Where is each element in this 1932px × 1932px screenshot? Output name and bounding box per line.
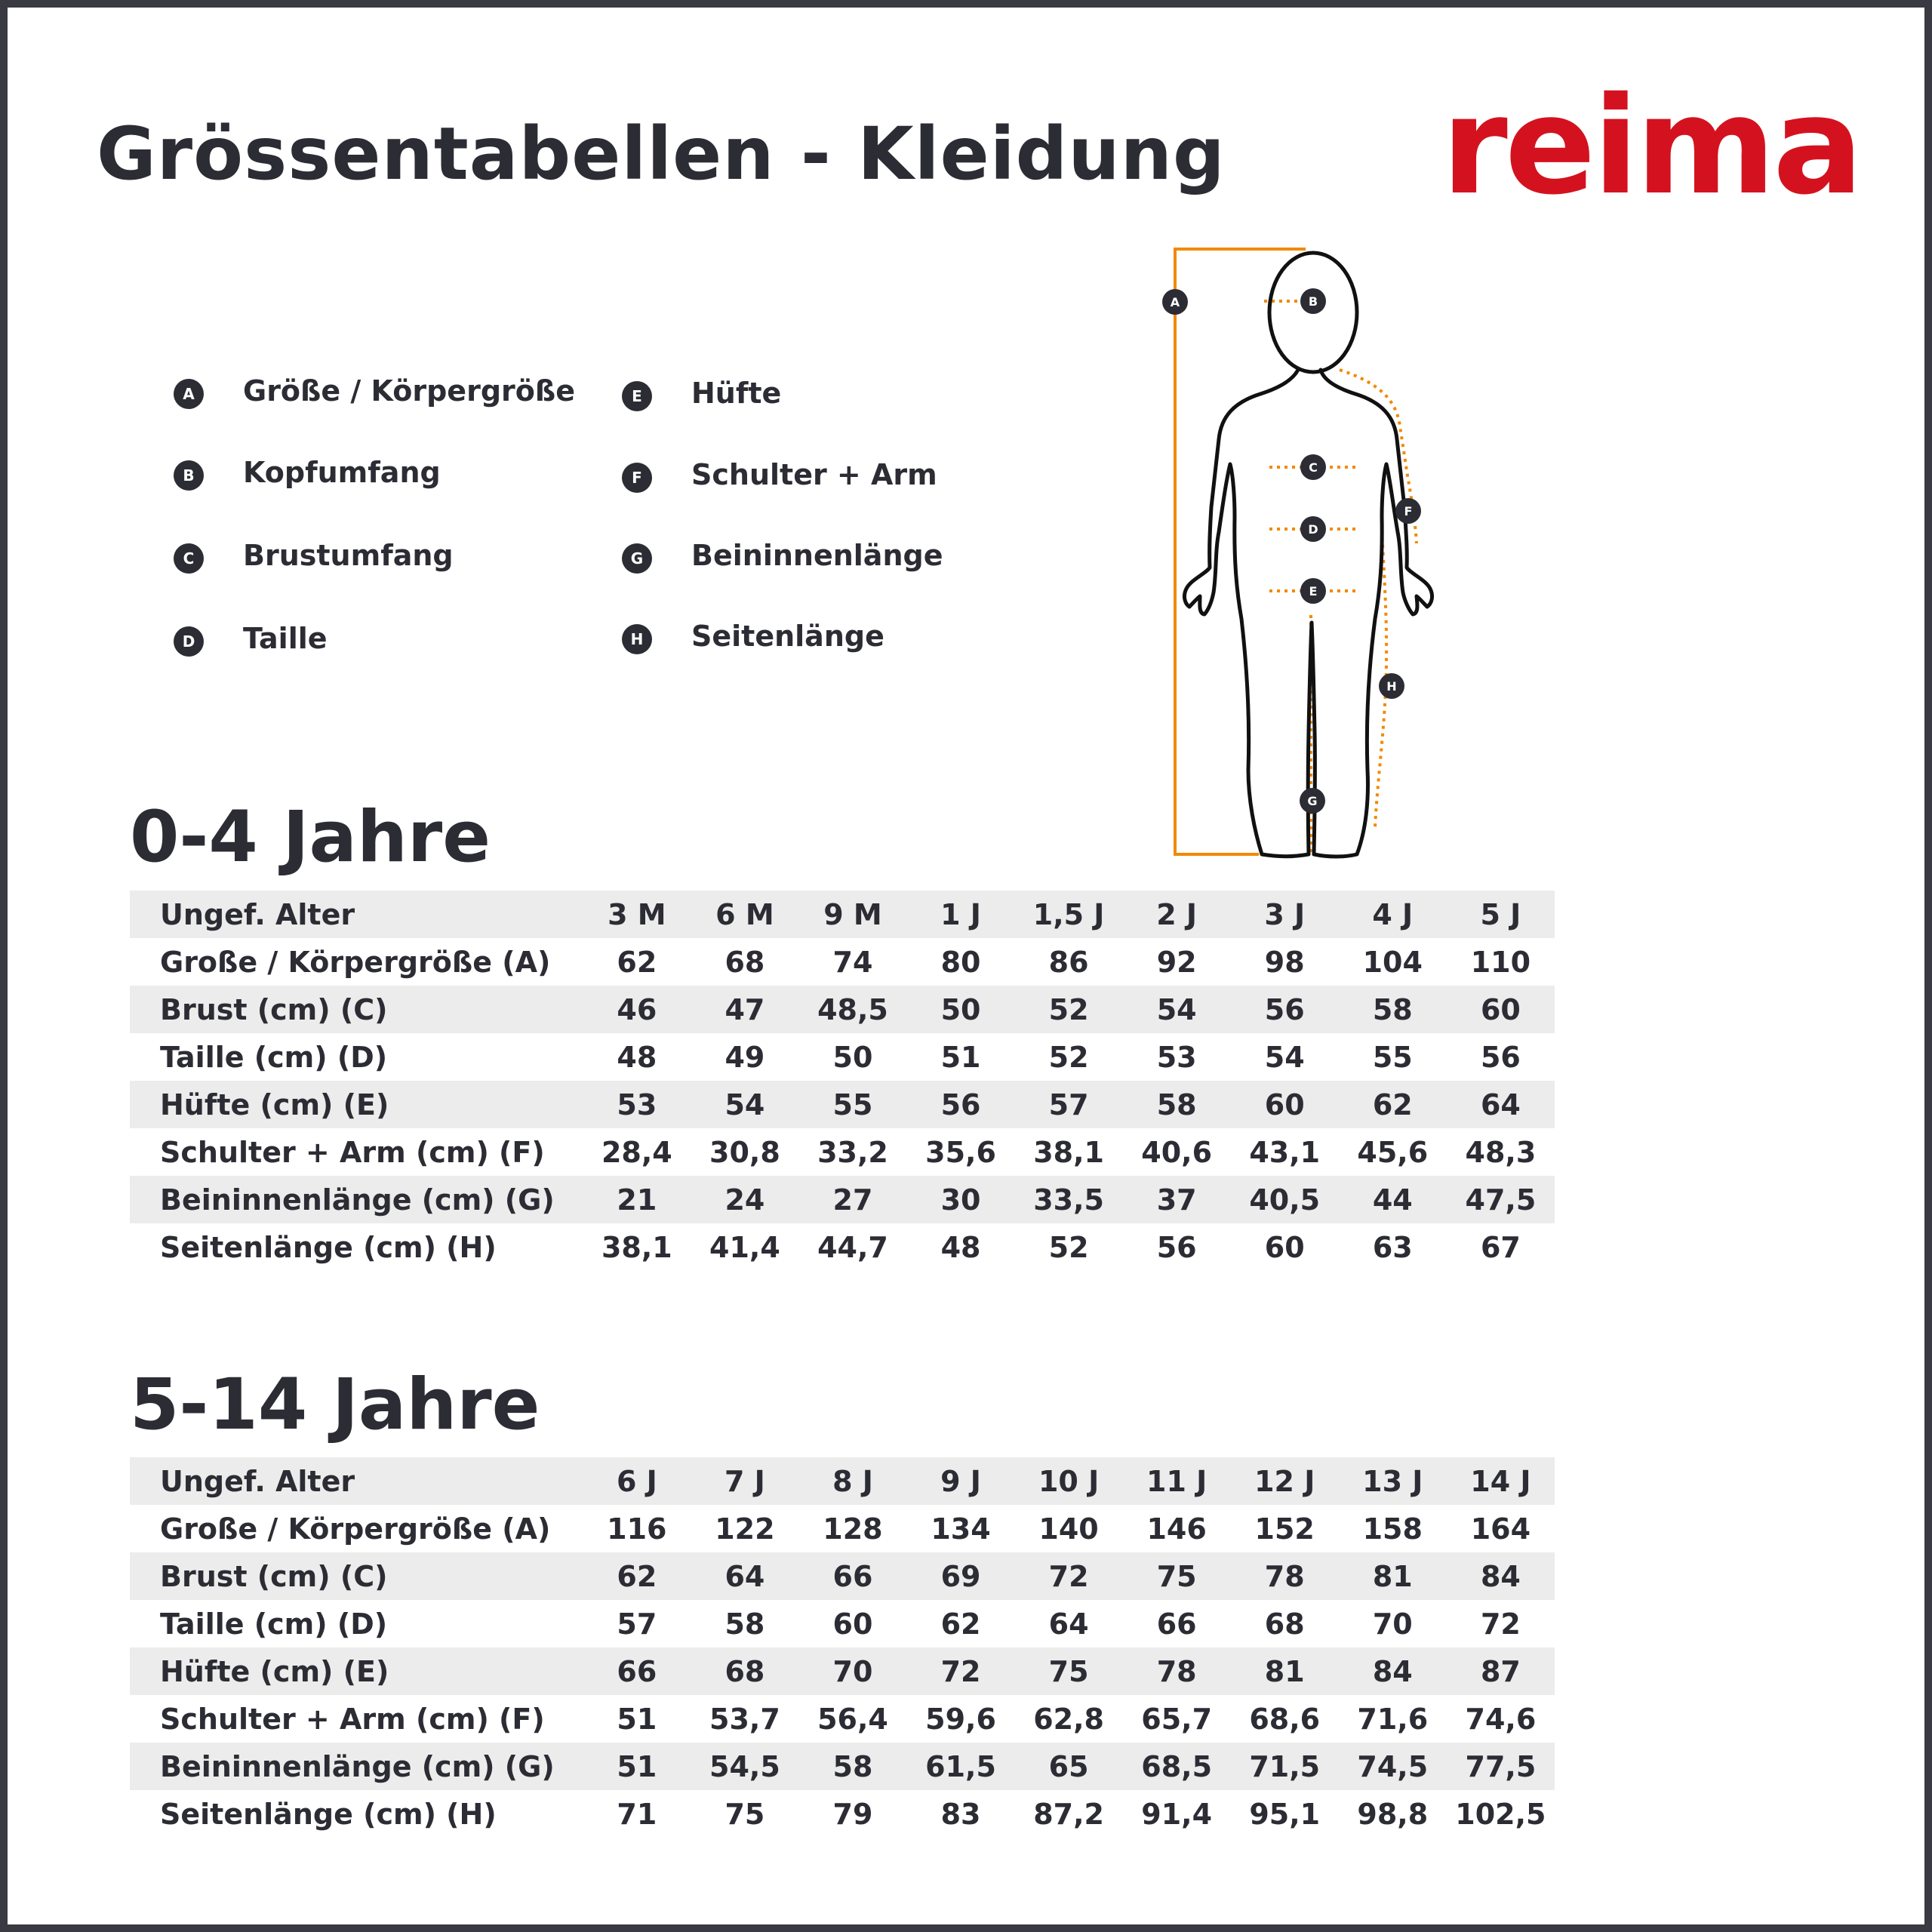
table-cell: 51 [907,1033,1015,1081]
table-cell: 74,5 [1339,1743,1447,1790]
table-cell: 21 [583,1176,691,1223]
table-cell: 68,5 [1123,1743,1231,1790]
table-cell: 33,2 [798,1128,906,1176]
table-cell: 5 J [1447,891,1555,938]
row-label: Seitenlänge (cm) (H) [130,1790,583,1838]
legend-label-b: Kopfumfang [243,456,441,489]
table-cell: 47,5 [1447,1176,1555,1223]
table-cell: 33,5 [1015,1176,1123,1223]
table-cell: 58 [1339,986,1447,1033]
row-label: Schulter + Arm (cm) (F) [130,1695,583,1743]
table-cell: 68 [691,1647,798,1695]
table-cell: 75 [1123,1552,1231,1600]
table-cell: 56 [907,1081,1015,1128]
table-row [130,1223,1555,1271]
table-cell: 53 [1123,1033,1231,1081]
table-cell: 10 J [1015,1457,1123,1505]
table-cell: 48 [907,1223,1015,1271]
table-cell: 35,6 [907,1128,1015,1176]
table-header-row [130,1457,1555,1505]
table-cell: 65 [1015,1743,1123,1790]
table-cell: 64 [1447,1081,1555,1128]
table-cell: 134 [907,1505,1015,1552]
legend-label-d: Taille [243,622,328,655]
table-cell: 122 [691,1505,798,1552]
table-cell: 48,5 [798,986,906,1033]
table-cell: 1 J [907,891,1015,938]
table-cell: 40,6 [1123,1128,1231,1176]
table-cell: 62,8 [1015,1695,1123,1743]
table-cell: 87 [1447,1647,1555,1695]
table-cell: 59,6 [907,1695,1015,1743]
table-cell: 24 [691,1176,798,1223]
table-cell: 58 [691,1600,798,1647]
table-cell: 51 [583,1695,691,1743]
table-cell: 81 [1231,1647,1339,1695]
table-cell: 116 [583,1505,691,1552]
table-cell: 57 [1015,1081,1123,1128]
legend-label-e: Hüfte [691,377,782,410]
table-cell: 70 [1339,1600,1447,1647]
table-cell: 40,5 [1231,1176,1339,1223]
table-cell: 60 [798,1600,906,1647]
legend-badge-c: C [174,543,204,574]
table-cell: 38,1 [583,1223,691,1271]
table-cell: 54 [1123,986,1231,1033]
table-cell: 66 [1123,1600,1231,1647]
table-cell: 77,5 [1447,1743,1555,1790]
table-cell: 146 [1123,1505,1231,1552]
table-cell: 51 [583,1743,691,1790]
table-cell: 67 [1447,1223,1555,1271]
row-label: Schulter + Arm (cm) (F) [130,1128,583,1176]
table-cell: 56 [1447,1033,1555,1081]
table-cell: 28,4 [583,1128,691,1176]
table-cell: 53,7 [691,1695,798,1743]
table-cell: 71,5 [1231,1743,1339,1790]
figure-marker-d: D [1308,522,1318,537]
row-label: Hüfte (cm) (E) [130,1647,583,1695]
table-header-row [130,891,1555,938]
table-row [130,1743,1555,1790]
table-row [130,1033,1555,1081]
legend-badge-g: G [622,543,652,574]
legend-badge-h: H [622,624,652,654]
table-cell: 63 [1339,1223,1447,1271]
table-cell: 49 [691,1033,798,1081]
size-table-0-4 [130,891,1555,1271]
table-cell: 47 [691,986,798,1033]
legend-badge-e: E [622,381,652,411]
table-cell: 11 J [1123,1457,1231,1505]
legend-label-c: Brustumfang [243,539,454,572]
table-cell: 62 [907,1600,1015,1647]
table-cell: 56 [1231,986,1339,1033]
table-row [130,1176,1555,1223]
table-cell: 3 J [1231,891,1339,938]
row-label: Seitenlänge (cm) (H) [130,1223,583,1271]
table-cell: 48 [583,1033,691,1081]
table-cell: 30,8 [691,1128,798,1176]
table-cell: 4 J [1339,891,1447,938]
table-cell: 71,6 [1339,1695,1447,1743]
table-cell: 69 [907,1552,1015,1600]
row-label: Beininnenlänge (cm) (G) [130,1743,583,1790]
table-cell: 68 [1231,1600,1339,1647]
table-cell: 78 [1123,1647,1231,1695]
table-cell: 13 J [1339,1457,1447,1505]
table-cell: 50 [907,986,1015,1033]
table-cell: 52 [1015,986,1123,1033]
table-cell: 60 [1231,1081,1339,1128]
table-cell: 65,7 [1123,1695,1231,1743]
row-label: Ungef. Alter [130,1457,583,1505]
table-cell: 68 [691,938,798,986]
table-cell: 64 [691,1552,798,1600]
table-cell: 52 [1015,1033,1123,1081]
table-cell: 79 [798,1790,906,1838]
table-cell: 1,5 J [1015,891,1123,938]
table-cell: 3 M [583,891,691,938]
table-cell: 9 J [907,1457,1015,1505]
table-cell: 55 [1339,1033,1447,1081]
table-cell: 68,6 [1231,1695,1339,1743]
table-cell: 30 [907,1176,1015,1223]
table-cell: 41,4 [691,1223,798,1271]
table-cell: 46 [583,986,691,1033]
table-cell: 55 [798,1081,906,1128]
table-cell: 75 [691,1790,798,1838]
table-cell: 74,6 [1447,1695,1555,1743]
row-label: Große / Körpergröße (A) [130,938,583,986]
table-cell: 128 [798,1505,906,1552]
table-cell: 66 [583,1647,691,1695]
figure-marker-a: A [1170,295,1180,309]
table-cell: 54 [691,1081,798,1128]
table-row [130,986,1555,1033]
legend-badge-d: D [174,626,204,657]
table-cell: 72 [1447,1600,1555,1647]
table-cell: 12 J [1231,1457,1339,1505]
table-row [130,1552,1555,1600]
figure-marker-b: B [1308,294,1318,309]
table-cell: 62 [1339,1081,1447,1128]
table-cell: 44 [1339,1176,1447,1223]
table-cell: 91,4 [1123,1790,1231,1838]
table-cell: 58 [798,1743,906,1790]
legend-badge-a: A [174,379,204,409]
table-cell: 60 [1447,986,1555,1033]
table-cell: 27 [798,1176,906,1223]
table-row [130,1647,1555,1695]
table-cell: 37 [1123,1176,1231,1223]
table-cell: 44,7 [798,1223,906,1271]
size-table-5-14 [130,1457,1555,1838]
table-cell: 152 [1231,1505,1339,1552]
table-cell: 53 [583,1081,691,1128]
row-label: Ungef. Alter [130,891,583,938]
table-row [130,938,1555,986]
table-cell: 48,3 [1447,1128,1555,1176]
table-cell: 61,5 [907,1743,1015,1790]
table-cell: 87,2 [1015,1790,1123,1838]
table-cell: 92 [1123,938,1231,986]
page-title: Grössentabellen - Kleidung [97,112,1226,196]
table-row [130,1505,1555,1552]
figure-marker-h: H [1386,679,1397,694]
table-cell: 140 [1015,1505,1123,1552]
table-cell: 66 [798,1552,906,1600]
table-cell: 64 [1015,1600,1123,1647]
size-chart-page [8,8,1924,1924]
table-row [130,1695,1555,1743]
row-label: Große / Körpergröße (A) [130,1505,583,1552]
table-cell: 84 [1447,1552,1555,1600]
table-cell: 86 [1015,938,1123,986]
table-cell: 58 [1123,1081,1231,1128]
table-cell: 104 [1339,938,1447,986]
row-label: Taille (cm) (D) [130,1600,583,1647]
legend-badge-b: B [174,460,204,491]
row-label: Taille (cm) (D) [130,1033,583,1081]
row-label: Brust (cm) (C) [130,986,583,1033]
table-cell: 8 J [798,1457,906,1505]
table-cell: 50 [798,1033,906,1081]
figure-marker-f: F [1404,504,1413,518]
table-cell: 80 [907,938,1015,986]
table-cell: 75 [1015,1647,1123,1695]
table-row [130,1128,1555,1176]
table-cell: 81 [1339,1552,1447,1600]
legend-label-a: Größe / Körpergröße [243,374,575,408]
table-cell: 158 [1339,1505,1447,1552]
legend-badge-f: F [622,463,652,493]
legend-label-f: Schulter + Arm [691,458,937,491]
reima-logo: reima [1441,68,1861,224]
table-cell: 71 [583,1790,691,1838]
table-row [130,1600,1555,1647]
table-cell: 110 [1447,938,1555,986]
table-cell: 38,1 [1015,1128,1123,1176]
table-cell: 56,4 [798,1695,906,1743]
table-cell: 57 [583,1600,691,1647]
table-cell: 164 [1447,1505,1555,1552]
table-cell: 9 M [798,891,906,938]
table-cell: 98,8 [1339,1790,1447,1838]
table-cell: 54 [1231,1033,1339,1081]
figure-marker-g: G [1307,794,1318,808]
table-cell: 14 J [1447,1457,1555,1505]
table-cell: 98 [1231,938,1339,986]
row-label: Hüfte (cm) (E) [130,1081,583,1128]
table-cell: 52 [1015,1223,1123,1271]
table-cell: 6 J [583,1457,691,1505]
table-cell: 62 [583,938,691,986]
table-cell: 84 [1339,1647,1447,1695]
table-cell: 62 [583,1552,691,1600]
table-cell: 78 [1231,1552,1339,1600]
table-cell: 43,1 [1231,1128,1339,1176]
row-label: Beininnenlänge (cm) (G) [130,1176,583,1223]
table-cell: 2 J [1123,891,1231,938]
table-cell: 102,5 [1447,1790,1555,1838]
table-cell: 54,5 [691,1743,798,1790]
table-cell: 95,1 [1231,1790,1339,1838]
figure-marker-e: E [1309,584,1318,598]
table-cell: 70 [798,1647,906,1695]
row-label: Brust (cm) (C) [130,1552,583,1600]
table-cell: 45,6 [1339,1128,1447,1176]
section-title-0-4: 0-4 Jahre [130,796,491,878]
table-row [130,1790,1555,1838]
table-cell: 72 [907,1647,1015,1695]
table-cell: 60 [1231,1223,1339,1271]
table-cell: 7 J [691,1457,798,1505]
table-cell: 72 [1015,1552,1123,1600]
figure-marker-c: C [1309,460,1318,475]
table-cell: 83 [907,1790,1015,1838]
table-cell: 74 [798,938,906,986]
table-row [130,1081,1555,1128]
table-cell: 6 M [691,891,798,938]
child-body-measurement-icon [1147,242,1464,868]
section-title-5-14: 5-14 Jahre [130,1364,540,1446]
legend-label-g: Beininnenlänge [691,539,943,572]
legend-label-h: Seitenlänge [691,620,884,653]
table-cell: 56 [1123,1223,1231,1271]
